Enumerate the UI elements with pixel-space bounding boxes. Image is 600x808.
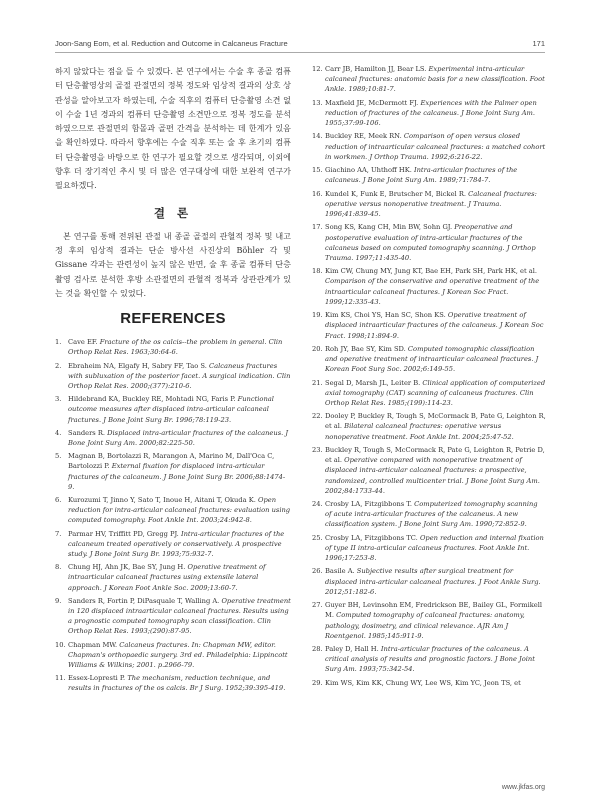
reference-number: 6. — [55, 496, 62, 504]
reference-authors: Buckley R, Tough S, McCormack R, Pate G, Leighton R, Petrie D, et al. — [325, 445, 545, 465]
reference-item — [55, 562, 291, 593]
reference-authors: Chung HJ, Ahn JK, Bae SY, Jung H. — [68, 563, 186, 572]
reference-number: 13. — [312, 98, 323, 107]
reference-source: Clin Orthop Relat Res. 2000;(377):210-6. — [68, 371, 291, 390]
reference-authors: Maxfield JE, McDermott FJ. — [325, 98, 419, 107]
reference-source: Clin Orthop Relat Res. 1963;30:64-6. — [68, 338, 283, 357]
reference-source: J Korean Foot Ankle Soc. 2009;13:60-7. — [104, 583, 238, 592]
reference-number: 10. — [55, 640, 66, 649]
reference-source: AJR Am J Roentgenol. 1985;145:911-9. — [325, 621, 509, 640]
reference-source: Clin Orthop Relat Res. 1993;(290):87-95. — [68, 617, 271, 636]
reference-source: J Bone Joint Surg Am. 1993;75:342-54. — [325, 655, 535, 674]
reference-authors: Paley D, Hall H. — [325, 645, 379, 654]
reference-title: Open reduction for intra-articular calcaneal fractures: evaluation using computed tomography. — [68, 496, 291, 525]
reference-title: Calcaneus fractures with subluxation of the posterior facet. A surgical indication. — [68, 361, 278, 380]
reference-authors: Kim WS, Kim KK, Chung WY, Lee WS, Kim YC, Jeon TS, et — [325, 678, 521, 687]
page-number: 171 — [532, 39, 545, 48]
reference-number: 14. — [312, 132, 323, 141]
references-heading: REFERENCES — [120, 310, 226, 328]
reference-list-right — [312, 64, 546, 688]
reference-source: J Bone Joint Surg Br. 1996;78:119-23. — [103, 415, 232, 424]
reference-source: J Bone Joint Surg Br. 1993;75:932-7. — [89, 550, 214, 559]
reference-item — [55, 529, 291, 560]
reference-item — [312, 266, 546, 307]
reference-item — [55, 495, 291, 526]
reference-source: J Trauma. 1996;41:839-45. — [325, 199, 502, 219]
reference-source: J Bone Joint Surg Am. 2002;84:1733-44. — [325, 476, 540, 495]
running-title: Joon-Sang Eom, et al. Reduction and Outcome in Calcaneus Fracture — [55, 39, 288, 48]
reference-authors: Ebraheim NA, Elgafy H, Sabry FF, Tao S. — [68, 361, 207, 370]
reference-number: 28. — [312, 645, 323, 654]
reference-title: Comparison of open versus closed reduction of intraarticular calcaneal fractures: a matched cohort in workmen. — [325, 132, 546, 161]
right-column — [312, 64, 546, 691]
reference-authors: Basile A. — [325, 567, 355, 576]
reference-item — [312, 445, 546, 496]
reference-title: Experimental intra-articular calcaneal fractures: anatomic basis for a new classification. — [325, 65, 528, 84]
reference-title: Displaced intra-articular fractures of the calcaneus. — [107, 428, 284, 437]
reference-authors: Essex-Lopresti P. — [68, 674, 126, 683]
reference-authors: Roh JY, Bae SY, Kim SD. — [325, 344, 406, 353]
reference-source: Foot Ankle Int. 1996;17:253-8. — [325, 543, 530, 563]
reference-number: 12. — [312, 65, 323, 73]
reference-number: 26. — [312, 567, 323, 576]
reference-title: Bilateral calcaneal fractures: operative versus nonoperative treatment. — [325, 422, 502, 441]
reference-number: 7. — [55, 529, 62, 538]
reference-item — [55, 337, 291, 357]
reference-title: Calcaneus fractures. In: Chapman MW, editor. Chapman's orthopaedic surgery. 3rd ed. Philadelphia: Lippincott Williams & Wilkins; 2001. p.2966-79. — [68, 640, 288, 670]
reference-authors: Giachino AA, Uhthoff HK. — [325, 166, 412, 175]
reference-authors: Dooley P, Buckley R, Tough S, McCormack B, Pate G, Leighton R, et al. — [325, 412, 546, 431]
reference-number: 2. — [55, 361, 62, 370]
reference-title: Open reduction and internal fixation of type II intra-articular calcaneus fractures. — [325, 533, 544, 552]
reference-authors: Buckley RE, Meek RN. — [325, 132, 402, 141]
reference-source: Foot Ankle. 1989;10:81-7. — [325, 75, 545, 94]
reference-title: External fixation for displaced intra-articular fractures of the calcaneum. — [68, 462, 265, 481]
reference-authors: Cave EF. — [68, 338, 98, 347]
reference-item — [312, 98, 546, 129]
reference-number: 8. — [55, 563, 62, 572]
reference-title: Experiences with the Palmer open reduction of fractures of the calcaneus. — [325, 98, 537, 117]
reference-item — [312, 678, 546, 688]
reference-item — [312, 131, 546, 162]
reference-item — [312, 222, 546, 263]
reference-title: The mechanism, reduction technique, and results in fractures of the os calcis. — [68, 674, 271, 693]
reference-authors: Parmar HV, Triffitt PD, Gregg PJ. — [68, 529, 179, 538]
reference-item — [312, 600, 546, 641]
reference-authors: Carr JB, Hamilton JJ, Bear LS. — [325, 65, 427, 73]
reference-title: Operative compared with nonoperative treatment of displaced intra-articular calcaneal fractures: a prospective, randomized, controlled multicenter trial. — [325, 456, 527, 485]
reference-authors: Sanders R. — [68, 428, 106, 437]
reference-number: 11. — [55, 674, 66, 683]
reference-title: Computerized tomography scanning of acute intra-articular fractures of the calcaneus. A new classification system. — [325, 500, 538, 529]
reference-number: 21. — [312, 378, 323, 387]
reference-title: Computed tomography of calcaneal fractures: anatomy, pathology, dosimetry, and clinical relevance. — [325, 611, 525, 630]
reference-source: Br J Surg. 1952;39:395-419. — [189, 684, 286, 693]
reference-title: Calcaneal fractures: operative versus nonoperative treatment. — [325, 189, 537, 208]
reference-item — [312, 165, 546, 185]
reference-source: J Orthop Trauma. 1992;6:216-22. — [369, 152, 483, 161]
reference-item — [55, 673, 291, 693]
reference-number: 29. — [312, 678, 323, 687]
reference-number: 17. — [312, 223, 323, 232]
reference-title: Clinical application of computerized axial tomography (CAT) scanning of calcaneus fractures. — [325, 378, 546, 397]
reference-source: J Foot Ankle Surg. 2012;51:182-6. — [325, 577, 541, 596]
reference-authors: Song KS, Kang CH, Min BW, Sohn GJ. — [325, 223, 453, 232]
reference-title: Preoperative and postoperative evaluation of intra-articular fractures of the calcaneus based on computed tomography scanning. — [325, 223, 523, 252]
reference-item — [55, 640, 291, 671]
reference-list-left — [55, 337, 291, 694]
reference-item — [312, 189, 546, 220]
reference-source: Clin Orthop Relat Res. 1985;(199):114-23. — [325, 388, 534, 407]
reference-title: Fracture of the os calcis--the problem in general. — [99, 338, 267, 347]
reference-authors: Hildebrand KA, Buckley RE, Mohtadi NG, Faris P. — [68, 395, 236, 404]
reference-authors: Segal D, Marsh JL, Leiter B. — [325, 378, 421, 387]
reference-number: 9. — [55, 596, 62, 605]
reference-source: Foot Ankle Int. 2004;25:47-52. — [409, 432, 514, 441]
reference-authors: Sanders R, Fortin P, DiPasquale T, Walling A. — [68, 596, 220, 605]
reference-authors: Kim KS, Choi YS, Han SC, Shon KS. — [325, 311, 446, 320]
reference-item — [312, 310, 546, 341]
journal-url: www.jkfas.org — [501, 784, 545, 791]
reference-authors: Crosby LA, Fitzgibbons T. — [325, 500, 412, 509]
reference-source: J Korean Soc Fract. 1998;11:894-9. — [325, 321, 544, 340]
reference-authors: Crosby LA, Fitzgibbons TC. — [325, 533, 418, 542]
reference-source: J Bone Joint Surg Am. 1955;37:99-106. — [325, 108, 535, 128]
reference-source: J Bone Joint Surg Am. 2000;82:225-50. — [68, 428, 289, 447]
reference-item — [55, 428, 291, 448]
reference-number: 24. — [312, 500, 323, 509]
reference-source: J Korean Foot Surg Soc. 2002;6:149-55. — [325, 355, 539, 374]
reference-source: J Bone Joint Surg Br. 2006;88:1474-9. — [68, 472, 286, 491]
reference-item — [312, 533, 546, 564]
reference-source: J Bone Joint Surg Am. 1989;71:784-7. — [362, 176, 491, 185]
reference-authors: Kurozumi T, Jinno Y, Sato T, Inoue H, Aitani T, Okuda K. — [68, 496, 256, 504]
reference-authors: Magnan B, Bortolazzi R, Marangon A, Marino M, Dall'Oca C, Bartolozzi P. — [68, 452, 275, 471]
conclusion-paragraph: 본 연구를 통해 전위된 관절 내 종골 골절의 관혈적 정복 및 내고정 후의 임상적 결과는 단순 방사선 사진상의 Böhler 각 및 Gissane 각과는 관련성이 높지 않은 반면, 술 후 종골 컴퓨터 단층촬영 검사로 분석한 후방 소관절면의 관혈적 정복과 상관관계가 있는 것을 확인할 수 있었다. — [55, 230, 291, 298]
reference-title: Intra-articular fractures of the calcaneum treated operatively or conservatively. A prospective study. — [68, 529, 285, 559]
reference-authors: Kim CW, Chung MY, Jung KT, Bae EH, Park SH, Park HK, et al. — [325, 267, 538, 276]
left-column — [55, 64, 291, 697]
reference-title: Computed tomographic classification and operative treatment of intraarticular calcaneal fractures. — [325, 344, 535, 364]
reference-item — [55, 596, 291, 637]
reference-item — [55, 451, 291, 492]
reference-title: Functional outcome measures after displaced intra-articular calcaneal fractures. — [68, 395, 274, 424]
reference-source: Foot Ankle Int. 2003;24:942-8. — [148, 516, 252, 525]
reference-number: 20. — [312, 344, 323, 353]
reference-number: 15. — [312, 166, 323, 175]
reference-authors: Kundel K, Funk E, Brutscher M, Bickel R. — [325, 189, 466, 198]
reference-title: Operative treatment of displaced intraarticular fractures of the calcaneus. — [325, 311, 526, 330]
reference-number: 18. — [312, 267, 323, 276]
reference-authors: Chapman MW. — [68, 640, 118, 649]
reference-source: J Bone Joint Surg Am. 1990;72:852-9. — [399, 520, 527, 529]
reference-number: 16. — [312, 189, 323, 198]
reference-title: Operative treatment of intraarticular calcaneal fractures using extensile lateral approach. — [68, 563, 266, 592]
reference-item — [55, 361, 291, 392]
conclusion-heading: 결 론 — [153, 205, 193, 220]
reference-item — [312, 499, 546, 530]
reference-title: Operative treatment in 120 displaced intraarticular calcaneal fractures. Results using a prognostic computed tomography scan classification. — [68, 596, 291, 626]
reference-title: Subjective results after surgical treatment for displaced intra-articular calcaneal fractures. — [325, 567, 514, 586]
reference-number: 22. — [312, 412, 323, 421]
reference-title: Comparison of the conservative and operative treatment of the intraarticular calcaneal fractures. — [325, 277, 540, 296]
reference-item — [55, 394, 291, 425]
reference-item — [312, 378, 546, 409]
reference-number: 23. — [312, 445, 323, 454]
reference-title: Intra-articular fractures of the calcaneus. A critical analysis of results and prognostic factors. — [325, 645, 529, 664]
reference-item — [312, 644, 546, 675]
reference-source: J Korean Soc Fract. 1999;12:335-43. — [325, 287, 509, 306]
reference-item — [312, 344, 546, 375]
reference-number: 5. — [55, 452, 62, 461]
reference-source: J Orthop Trauma. 1997;11:435-40. — [325, 243, 536, 262]
running-header — [55, 36, 545, 53]
reference-item — [312, 411, 546, 442]
reference-number: 1. — [55, 338, 62, 347]
reference-number: 4. — [55, 428, 62, 437]
reference-item — [312, 64, 546, 95]
reference-number: 25. — [312, 533, 323, 542]
intro-paragraph: 하지 않았다는 점을 들 수 있겠다. 본 연구에서는 수술 후 종골 컴퓨터 단층촬영상의 골절 관절면의 정복 정도와 임상적 결과의 상호 상관성을 알아보고자 하였는데, 수술 직후의 컴퓨터 단층촬영 소견 없이 수술 1년 경과의 컴퓨터 단층촬영 소견만으로 정복 정도를 분석하였으므로 관절면의 함몰과 골편 간격을 분석하는 데 한계가 있음을 확인하였다. 따라서 향후에는 수술 직후 또는 술 후 초기의 컴퓨터 단층촬영을 바탕으로 한 연구가 필요할 것으로 생각되며, 이외에 향후 더 장기적인 추시 및 더 많은 연구대상에 대한 보완적 연구가 필요하겠다. — [55, 66, 291, 191]
reference-number: 27. — [312, 601, 323, 610]
reference-number: 19. — [312, 311, 323, 320]
reference-item — [312, 566, 546, 597]
reference-number: 3. — [55, 395, 62, 404]
reference-authors: Guyer BH, Levinsohn EM, Fredrickson BE, Bailey GL, Formikell M. — [325, 601, 542, 620]
reference-title: Intra-articular fractures of the calcaneus. — [325, 166, 518, 185]
